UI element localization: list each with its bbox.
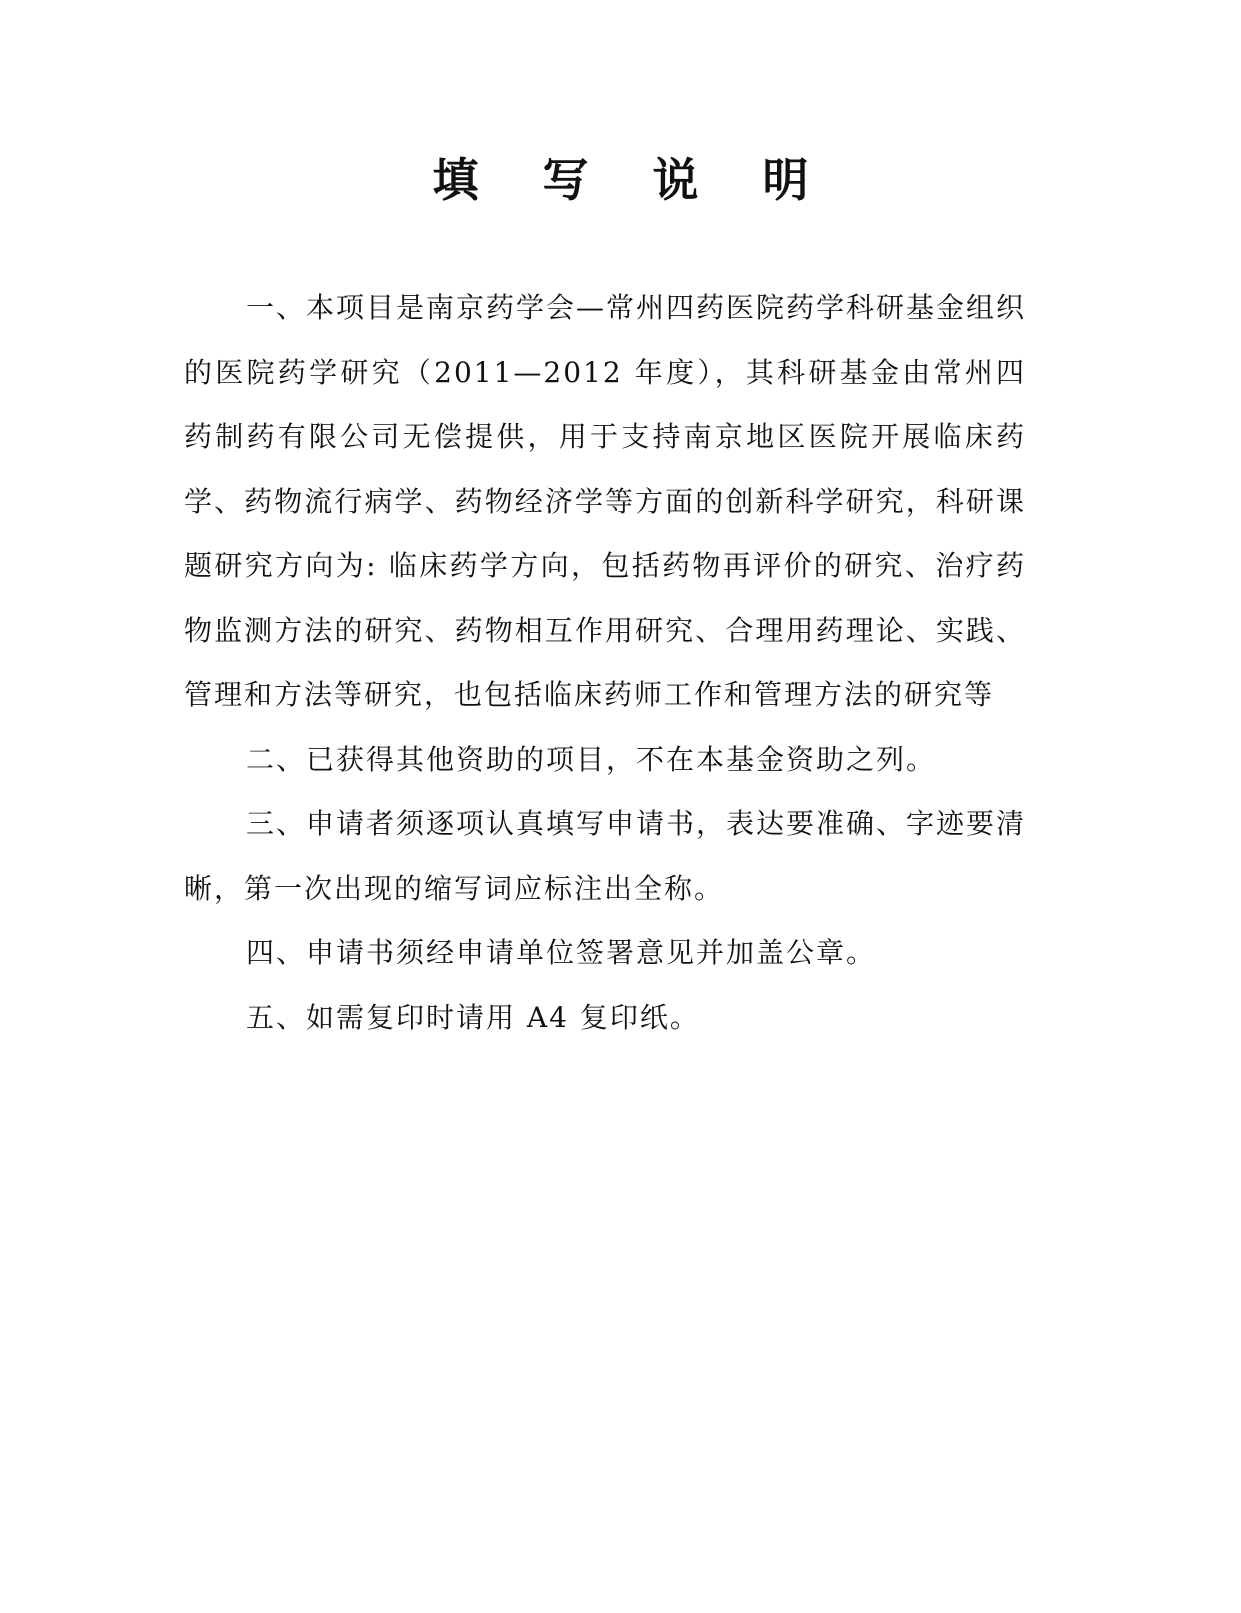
instruction-paragraph-3: 三、申请者须逐项认真填写申请书，表达要准确、字迹要清晰，第一次出现的缩写词应标注出全称。 xyxy=(184,807,1027,905)
instruction-paragraph-2: 二、已获得其他资助的项目，不在本基金资助之列。 xyxy=(246,742,937,776)
instruction-paragraph-4: 四、申请书须经申请单位签署意见并加盖公章。 xyxy=(246,936,877,969)
page-title: 填 写 说 明 xyxy=(432,153,833,207)
instruction-paragraph-5: 五、如需复印时请用 A4 复印纸。 xyxy=(246,1000,700,1034)
instructions-body xyxy=(184,276,1026,1050)
instruction-paragraph-1: 一、本项目是南京药学会—常州四药医院药学科研基金组织的医院药学研究（2011—2012 年度），其科研基金由常州四药制药有限公司无偿提供，用于支持南京地区医院开展临床药学、药物流行病学、药物经济学等方面的创新科学研究，科研课题研究方向为: 临床药学方向，包括药物再评价的研究、治疗药物监测方法的研究、药物相互作用研究、合理用药理论、实践、管理和方法等研究，也包括临床药师工作和管理方法的研究等 xyxy=(184,291,1027,711)
